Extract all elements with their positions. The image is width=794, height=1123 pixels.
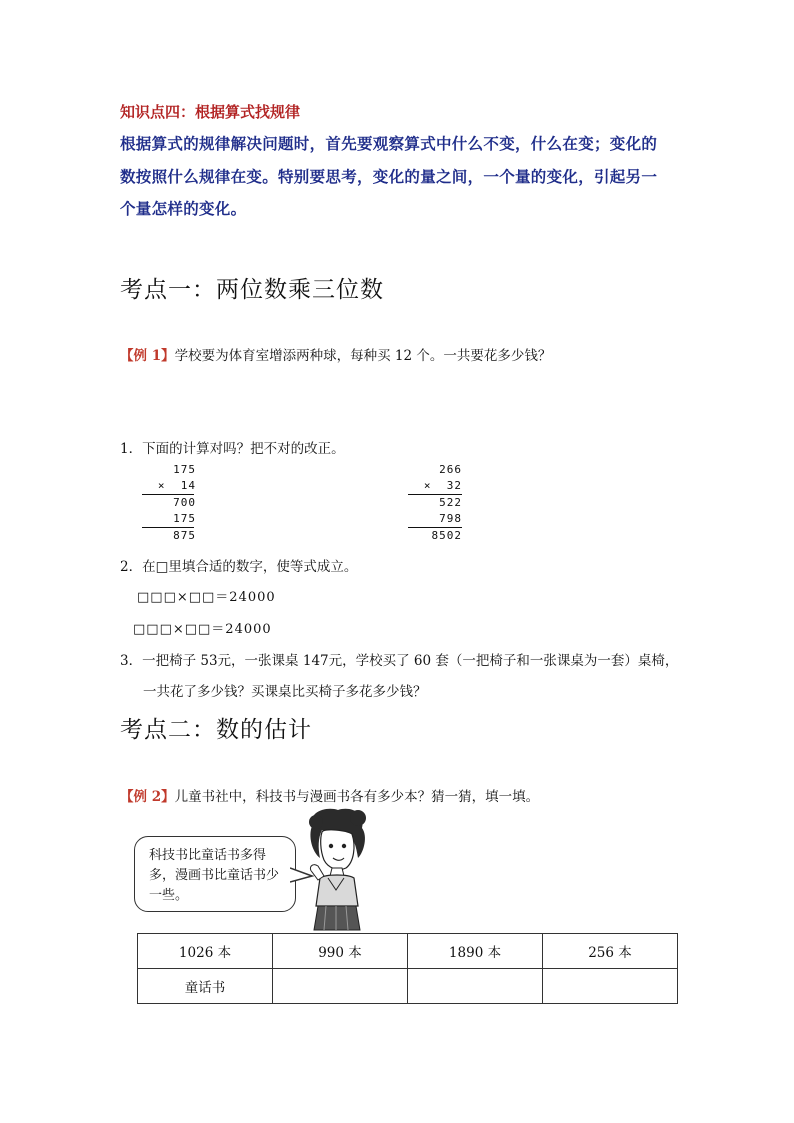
table-cell: 1026 本 — [138, 934, 273, 969]
example-text: 儿童书社中，科技书与漫画书各有多少本？猜一猜，填一填。 — [174, 789, 540, 805]
question-3-line-2: 一共花了多少钱？买课桌比买椅子多花多少钱？ — [143, 684, 427, 700]
calc-b-multiplicand: 266 — [439, 463, 462, 476]
table-cell: 256 本 — [543, 934, 678, 969]
calc-b-product: 8502 — [431, 529, 462, 542]
answer-cell[interactable] — [543, 969, 678, 1004]
answer-cell[interactable] — [273, 969, 408, 1004]
example-1 — [120, 344, 551, 364]
vertical-calculation-b — [404, 463, 462, 543]
table-cell: 1890 本 — [408, 934, 543, 969]
calc-b-partial-1: 522 — [439, 496, 462, 509]
girl-illustration — [298, 806, 378, 932]
knowledge-line-2: 数按照什么规律在变。特别要思考，变化的量之间，一个量的变化，引起另一 — [120, 167, 658, 186]
equation-1: □□□×□□＝24000 — [137, 590, 276, 605]
calc-a-rule-1 — [142, 494, 194, 495]
calc-a-product: 875 — [173, 529, 196, 542]
vertical-calculation-a — [138, 463, 196, 543]
calc-a-partial-1: 700 — [173, 496, 196, 509]
question-3-line-1: 3．一把椅子 53元，一张课桌 147元，学校买了 60 套（一把椅子和一张课桌为一套）桌椅， — [120, 653, 679, 669]
knowledge-line-1: 根据算式的规律解决问题时，首先要观察算式中什么不变，什么在变；变化的 — [120, 134, 658, 153]
answer-cell[interactable] — [408, 969, 543, 1004]
example-tag: 【例 2】 — [120, 789, 175, 805]
example-tag: 【例 1】 — [120, 348, 175, 364]
equation-2: □□□×□□＝24000 — [133, 622, 272, 637]
question-2: 2．在□里填合适的数字，使等式成立。 — [120, 559, 358, 575]
calc-b-rule-2 — [408, 527, 462, 528]
calc-b-rule-1 — [408, 494, 462, 495]
question-1: 1．下面的计算对吗？把不对的改正。 — [120, 441, 345, 457]
books-table — [137, 933, 678, 1004]
calc-a-partial-2: 175 — [173, 512, 196, 525]
knowledge-title: 知识点四：根据算式找规律 — [120, 103, 301, 121]
calc-a-rule-2 — [142, 527, 194, 528]
table-cell: 990 本 — [273, 934, 408, 969]
knowledge-line-3: 个量怎样的变化。 — [120, 199, 247, 218]
table-row — [138, 969, 678, 1004]
section-heading-1: 考点一：两位数乘三位数 — [120, 277, 384, 303]
calc-b-partial-2: 798 — [439, 512, 462, 525]
speech-bubble-text: 科技书比童话书多得多，漫画书比童话书少一些。 — [149, 848, 280, 903]
table-row — [138, 934, 678, 969]
calc-a-multiplicand: 175 — [173, 463, 196, 476]
table-cell: 童话书 — [138, 969, 273, 1004]
example-text: 学校要为体育室增添两种球，每种买 12 个。一共要花多少钱？ — [174, 348, 552, 364]
section-heading-2: 考点二：数的估计 — [120, 717, 312, 743]
example-2 — [120, 785, 539, 805]
calc-a-multiplier: × 14 — [157, 479, 196, 492]
calc-b-multiplier: × 32 — [423, 479, 462, 492]
